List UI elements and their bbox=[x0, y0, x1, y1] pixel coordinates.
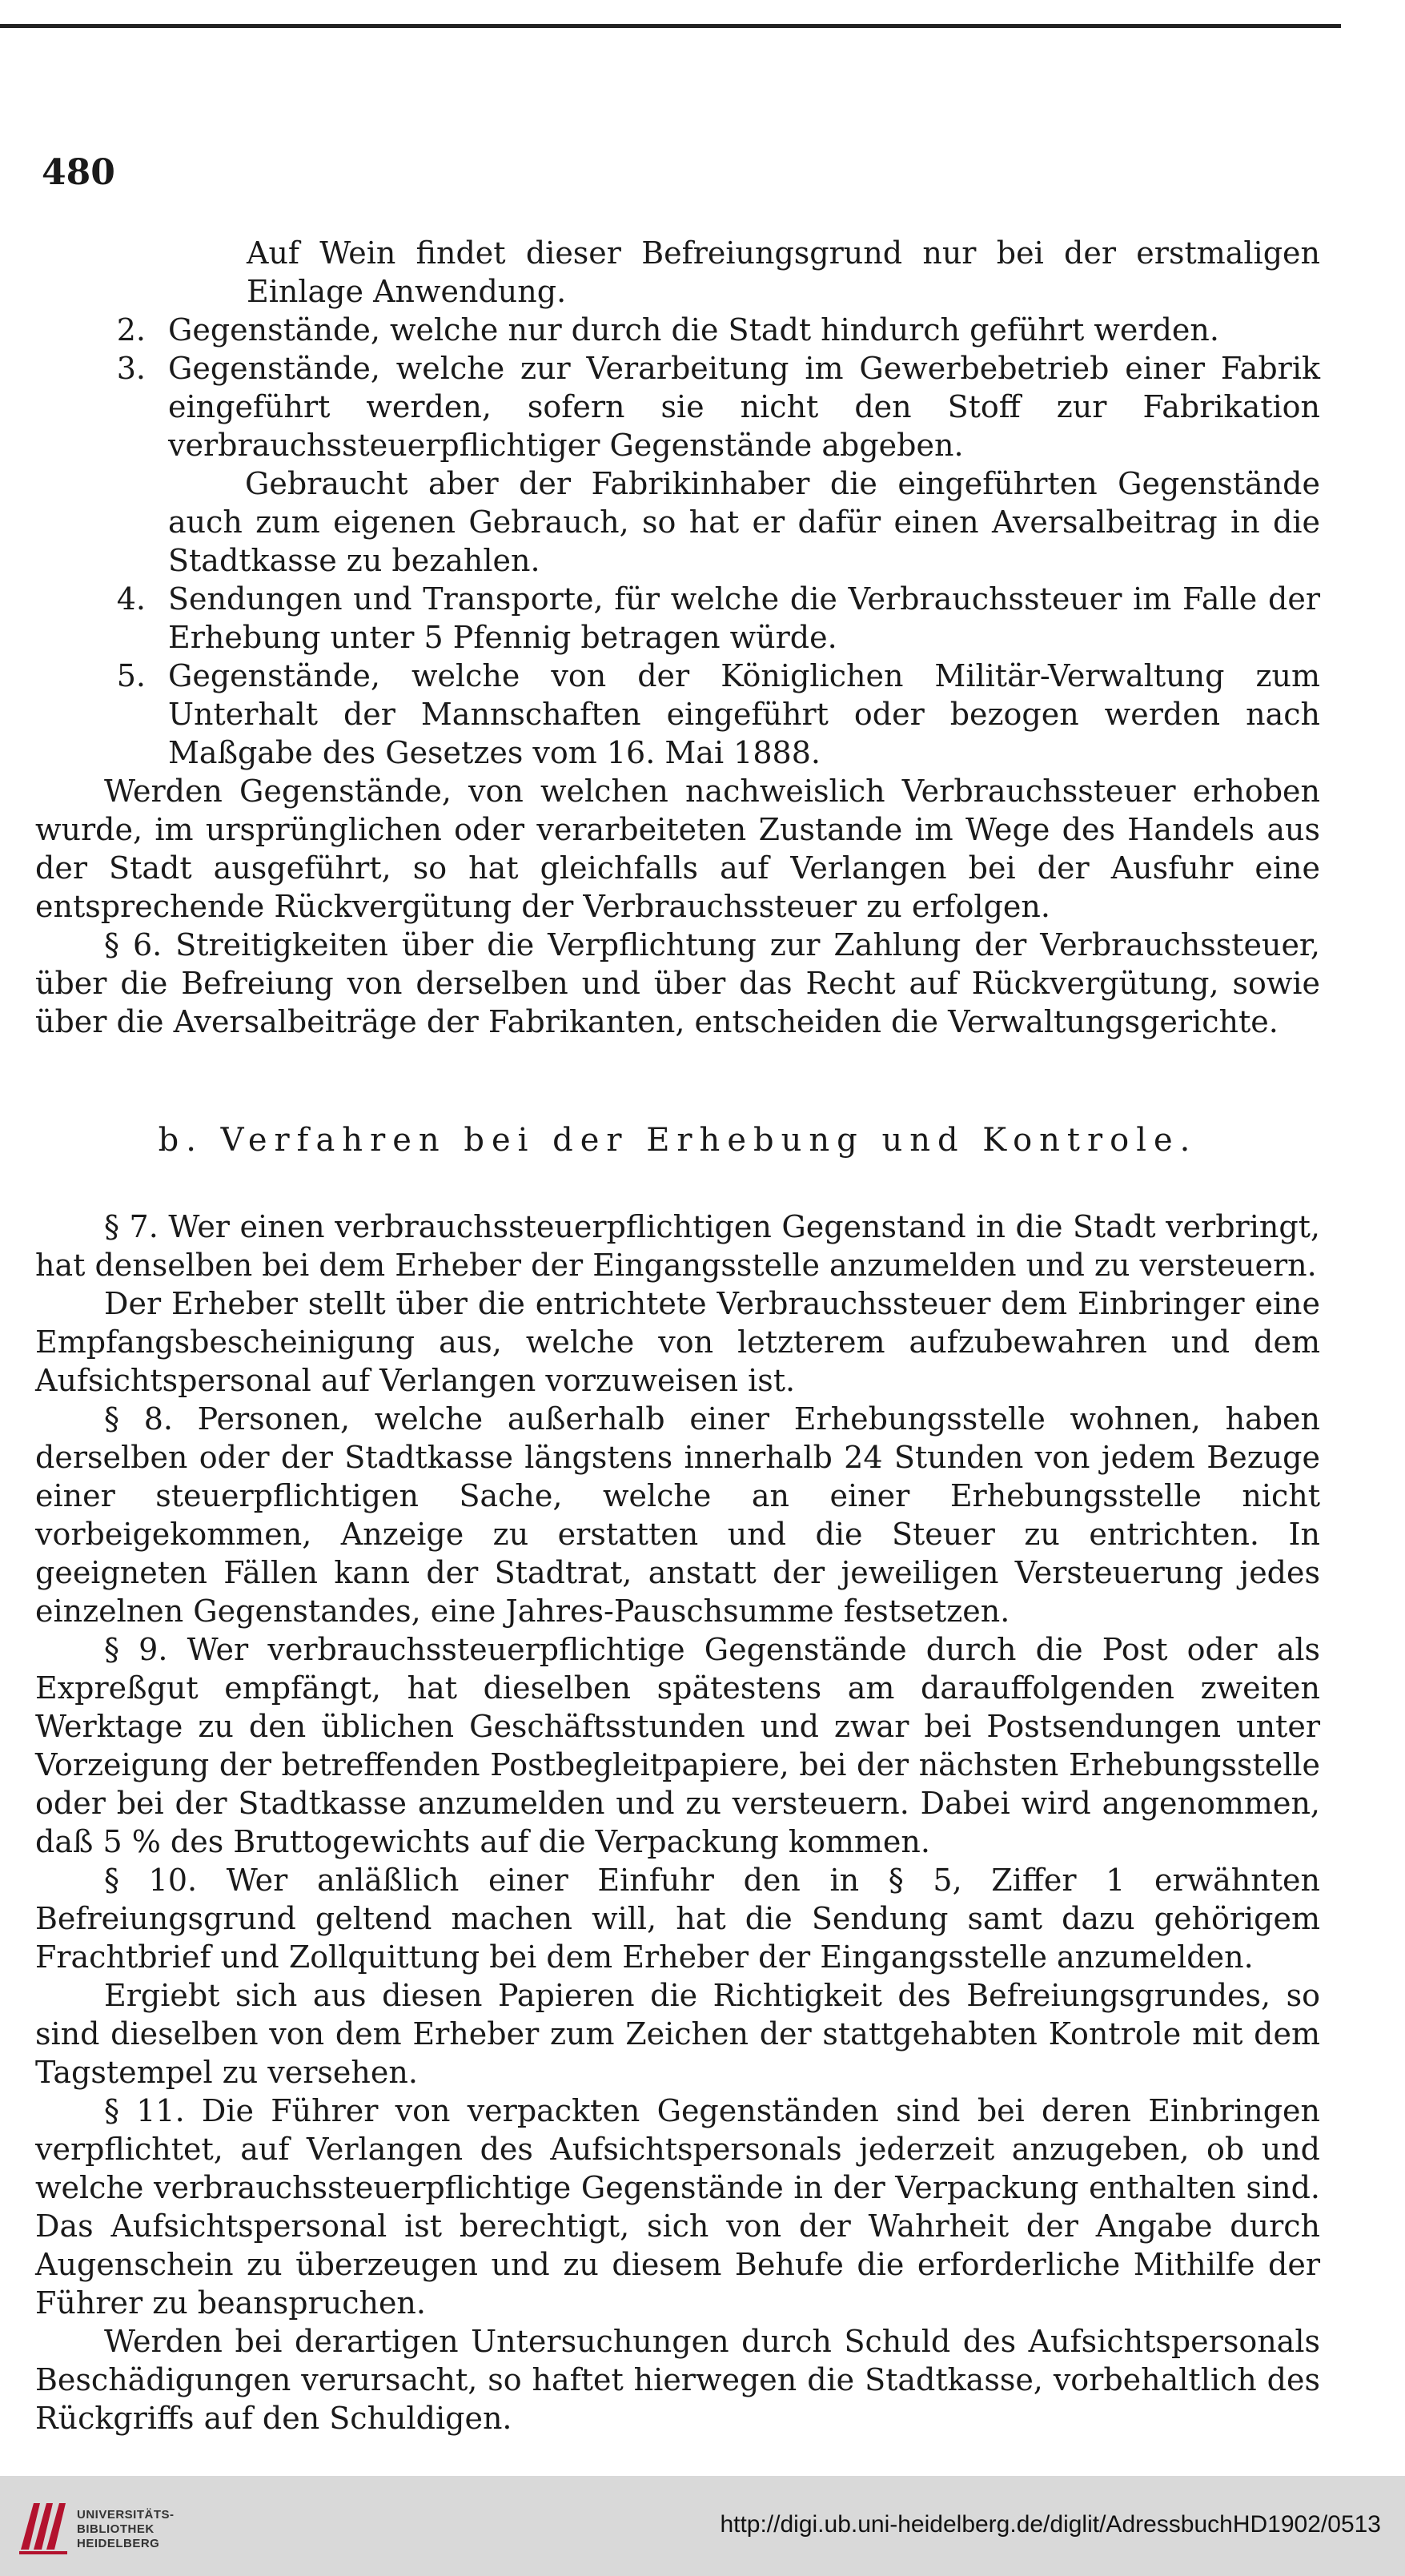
source-url-link[interactable]: http://digi.ub.uni-heidelberg.de/diglit/AdressbuchHD1902/0513 bbox=[720, 2511, 1381, 2538]
library-name bbox=[77, 2508, 175, 2551]
library-name-line: UNIVERSITÄTS- bbox=[77, 2508, 175, 2522]
list-item-number: 3. bbox=[116, 351, 146, 386]
section-10-paragraph: § 10. Wer anläßlich einer Einfuhr den in § 5, Ziffer 1 erwähnten Befreiungsgrund geltend machen will, hat die Sendung samt dazu gehörigem Frachtbrief und Zollquittung bei dem Erheber der Eingangsstelle anzumelden. bbox=[35, 1863, 1320, 1975]
exemption-list bbox=[35, 311, 1320, 772]
list-item-number: 5. bbox=[116, 658, 146, 693]
list-item-text: Gegenstände, welche zur Verarbeitung im Gewerbebetrieb einer Fabrik eingeführt werden, sofern sie nicht den Stoff zur Fabrikation verbrauchssteuerpflichtiger Gegenstände abgeben. bbox=[168, 351, 1320, 463]
section-10-continuation: Ergiebt sich aus diesen Papieren die Richtigkeit des Befreiungsgrundes, so sind dieselben von dem Erheber zum Zeichen der stattgehabten Kontrole mit dem Tagstempel zu versehen. bbox=[35, 1978, 1320, 2090]
section-9-paragraph: § 9. Wer verbrauchssteuerpflichtige Gegenstände durch die Post oder als Expreßgut empfängt, hat dieselben spätestens am darauffolgenden zweiten Werktage zu den üblichen Geschäftsstunden und zwar bei Postsendungen unter Vorzeigung der betreffenden Postbegleitpapiere, bei der nächsten Erhebungsstelle oder bei der Stadtkasse anzumelden und zu versteuern. Dabei wird angenommen, daß 5 % des Bruttogewichts auf die Verpackung kommen. bbox=[35, 1632, 1320, 1859]
section-heading: b. Verfahren bei der Erhebung und Kontrole. bbox=[158, 1122, 1198, 1159]
section-6-paragraph: § 6. Streitigkeiten über die Verpflichtung zur Zahlung der Verbrauchssteuer, über die Befreiung von derselben und über das Recht auf Rückvergütung, sowie über die Aversalbeiträge der Fabrikanten, entscheiden die Verwaltungsgerichte. bbox=[35, 927, 1320, 1039]
list-item bbox=[35, 311, 1320, 349]
section-7-paragraph: § 7. Wer einen verbrauchssteuerpflichtigen Gegenstand in die Stadt verbringt, hat denselben bei dem Erheber der Eingangsstelle anzumelden und zu versteuern. bbox=[35, 1209, 1320, 1283]
list-item-subparagraph: Gebraucht aber der Fabrikinhaber die eingeführten Gegenstände auch zum eigenen Gebrauch, so hat er dafür einen Aversalbeitrag in die Stadtkasse zu bezahlen. bbox=[168, 466, 1320, 578]
list-item-number: 2. bbox=[116, 312, 146, 348]
top-rule bbox=[0, 24, 1341, 28]
section-11-paragraph: § 11. Die Führer von verpackten Gegenständen sind bei deren Einbringen verpflichtet, auf Verlangen des Aufsichtspersonals jederzeit anzugeben, ob und welche verbrauchssteuerpflichtige Gegenstände in der Verpackung enthalten sind. Das Aufsichtspersonal ist berechtigt, sich von der Wahrheit der Angabe durch Augenschein zu überzeugen und zu diesem Behufe die erforderliche Mithilfe der Führer zu beanspruchen. bbox=[35, 2093, 1320, 2321]
refund-paragraph: Werden Gegenstände, von welchen nachweislich Verbrauchssteuer erhoben wurde, im ursprünglichen oder verarbeiteten Zustande im Wege des Handels aus der Stadt ausgeführt, so hat gleichfalls auf Verlangen bei der Ausfuhr eine entsprechende Rückvergütung der Verbrauchssteuer zu erfolgen. bbox=[35, 774, 1320, 924]
list-item-text: Sendungen und Transporte, für welche die Verbrauchssteuer im Falle der Erhebung unter 5 Pfennig betragen würde. bbox=[168, 581, 1320, 655]
university-seal-icon bbox=[16, 2494, 72, 2558]
page-body bbox=[35, 234, 1320, 2437]
list-item-number: 4. bbox=[116, 581, 146, 617]
section-8-paragraph: § 8. Personen, welche außerhalb einer Erhebungsstelle wohnen, haben derselben oder der Stadtkasse längstens innerhalb 24 Stunden von jedem Bezuge einer steuerpflichtigen Sache, welche an einer Erhebungsstelle nicht vorbeigekommen, Anzeige zu erstatten und die Steuer zu entrichten. In geeigneten Fällen kann der Stadtrat, anstatt der jeweiligen Versteuerung jedes einzelnen Gegenstandes, eine Jahres-Pauschsumme festsetzen. bbox=[35, 1401, 1320, 1629]
library-name-line: BIBLIOTHEK bbox=[77, 2522, 155, 2536]
intro-paragraph: Auf Wein findet dieser Befreiungsgrund nur bei der erstmaligen Einlage Anwendung. bbox=[247, 235, 1320, 309]
list-item bbox=[35, 657, 1320, 772]
list-item bbox=[35, 349, 1320, 464]
list-item bbox=[35, 580, 1320, 657]
section-11-continuation: Werden bei derartigen Untersuchungen durch Schuld des Aufsichtspersonals Beschädigungen verursacht, so haftet hierwegen die Stadtkasse, vorbehaltlich des Rückgriffs auf den Schuldigen. bbox=[35, 2324, 1320, 2436]
list-item-text: Gegenstände, welche nur durch die Stadt hindurch geführt werden. bbox=[168, 312, 1219, 348]
section-7-continuation: Der Erheber stellt über die entrichtete Verbrauchssteuer dem Einbringer eine Empfangsbescheinigung aus, welche von letzterem aufzubewahren und dem Aufsichtspersonal auf Verlangen vorzuweisen ist. bbox=[35, 1286, 1320, 1398]
footer-bar bbox=[0, 2476, 1405, 2576]
page-number: 480 bbox=[42, 152, 115, 193]
library-name-line: HEIDELBERG bbox=[77, 2537, 160, 2550]
list-item-text: Gegenstände, welche von der Königlichen Militär-Verwaltung zum Unterhalt der Mannschaften eingeführt oder bezogen werden nach Maßgabe des Gesetzes vom 16. Mai 1888. bbox=[168, 658, 1320, 770]
